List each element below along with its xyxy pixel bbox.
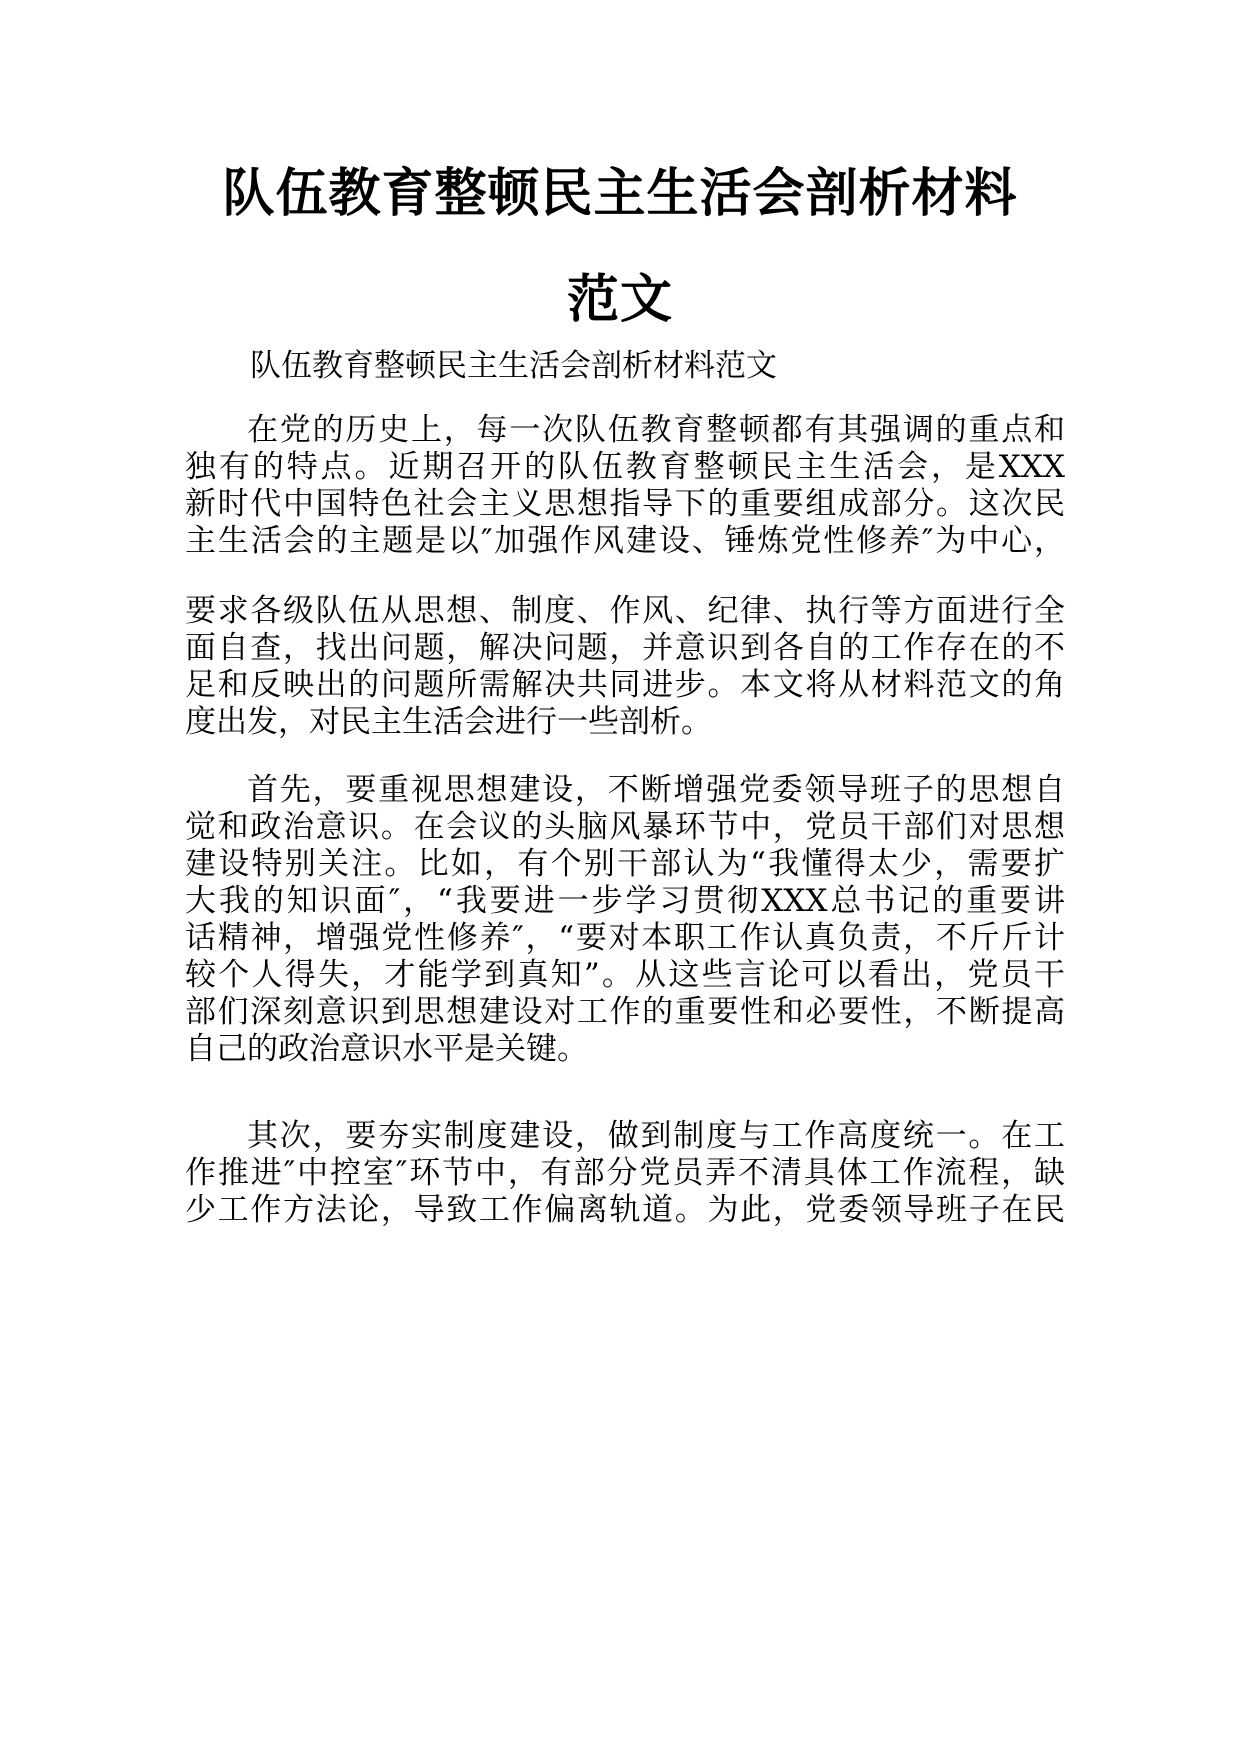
paragraph-line: 其次，要夯实制度建设，做到制度与工作高度统一。在工 (247, 1118, 1065, 1154)
paragraph-3 (185, 772, 1065, 1068)
paragraph-2 (185, 593, 1065, 741)
document-subtitle: 队伍教育整顿民主生活会剖析材料范文 (250, 348, 777, 384)
paragraph-line: 建设特别关注。比如，有个别干部认为“我懂得太少，需要扩 (185, 846, 1065, 882)
paragraph-line: 作推进″中控室″环节中，有部分党员弄不清具体工作流程，缺 (185, 1155, 1065, 1191)
paragraph-line: 首先，要重视思想建设，不断增强党委领导班子的思想自 (247, 772, 1065, 808)
paragraph-line: 面自查，找出问题，解决问题，并意识到各自的工作存在的不 (185, 630, 1065, 666)
paragraph-line: 部们深刻意识到思想建设对工作的重要性和必要性，不断提高 (185, 994, 1065, 1030)
paragraph-line: 在党的历史上，每一次队伍教育整顿都有其强调的重点和 (247, 412, 1065, 448)
paragraph-line: 大我的知识面″，“我要进一步学习贯彻XXX总书记的重要讲 (185, 883, 1065, 919)
paragraph-line: 话精神，增强党性修养″，“要对本职工作认真负责，不斤斤计 (185, 920, 1065, 956)
document-title-line-1: 队伍教育整顿民主生活会剖析材料 (222, 164, 1018, 224)
paragraph-line: 觉和政治意识。在会议的头脑风暴环节中，党员干部们对思想 (185, 809, 1065, 845)
paragraph-line: 独有的特点。近期召开的队伍教育整顿民主生活会，是XXX (185, 449, 1065, 485)
paragraph-line: 足和反映出的问题所需解决共同进步。本文将从材料范文的角 (185, 667, 1065, 703)
document-title-line-2: 范文 (566, 270, 673, 330)
paragraph-line: 主生活会的主题是以″加强作风建设、锤炼党性修养″为中心， (185, 523, 1065, 559)
paragraph-line: 自己的政治意识水平是关键。 (185, 1031, 588, 1067)
paragraph-1 (185, 412, 1065, 560)
paragraph-line: 少工作方法论，导致工作偏离轨道。为此，党委领导班子在民 (185, 1192, 1065, 1228)
paragraph-line: 要求各级队伍从思想、制度、作风、纪律、执行等方面进行全 (185, 593, 1065, 629)
paragraph-4 (185, 1118, 1065, 1229)
paragraph-line: 较个人得失，才能学到真知”。从这些言论可以看出，党员干 (185, 957, 1065, 993)
paragraph-line: 新时代中国特色社会主义思想指导下的重要组成部分。这次民 (185, 486, 1065, 522)
paragraph-line: 度出发，对民主生活会进行一些剖析。 (185, 704, 712, 740)
